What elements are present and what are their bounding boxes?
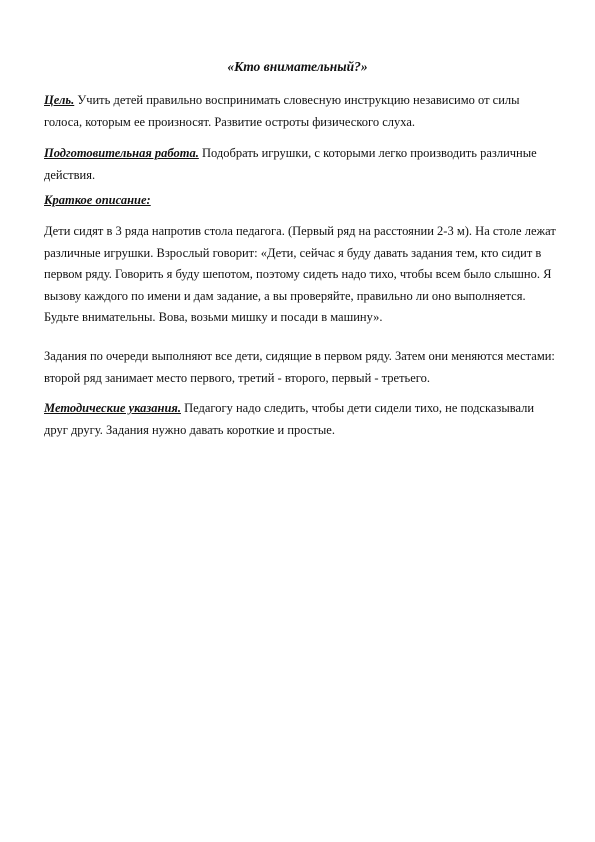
goal-paragraph bbox=[44, 90, 559, 133]
rotation-paragraph: Задания по очереди выполняют все дети, сидящие в первом ряду. Затем они меняются местами: второй ряд занимает место первого, третий - второго, первый - третьего. bbox=[44, 349, 555, 385]
methodical-label: Методические указания. bbox=[44, 401, 181, 415]
description-paragraph: Дети сидят в 3 ряда напротив стола педагога. (Первый ряд на расстоянии 2-3 м). На столе лежат различные игрушки. Взрослый говорит: «Дети, сейчас я буду давать задания тем, кто сидит в первом ряду. Говорить я буду шепотом, поэтому сидеть надо тихо, чтобы всем было слышно. Я вызову каждого по имени и дам задание, а вы проверяйте, правильно ли оно выполняется. Будьте внимательны. Вова, возьми мишку и посади в машину». bbox=[44, 224, 556, 324]
preparation-paragraph bbox=[44, 143, 559, 186]
document-title: «Кто внимательный?» bbox=[227, 59, 368, 74]
preparation-label: Подготовительная работа. bbox=[44, 146, 199, 160]
preparation-text: Подобрать игрушки, с которыми легко производить различные действия. bbox=[44, 146, 537, 182]
description-heading-paragraph bbox=[44, 190, 559, 212]
goal-text: Учить детей правильно воспринимать словесную инструкцию независимо от силы голоса, которым ее произносят. Развитие остроты физического слуха. bbox=[44, 93, 520, 129]
methodical-text: Педагогу надо следить, чтобы дети сидели тихо, не подсказывали друг другу. Задания нужно давать короткие и простые. bbox=[44, 401, 535, 437]
goal-label: Цель. bbox=[44, 93, 75, 107]
description-label: Краткое описание: bbox=[44, 193, 151, 207]
methodical-paragraph bbox=[44, 398, 559, 441]
